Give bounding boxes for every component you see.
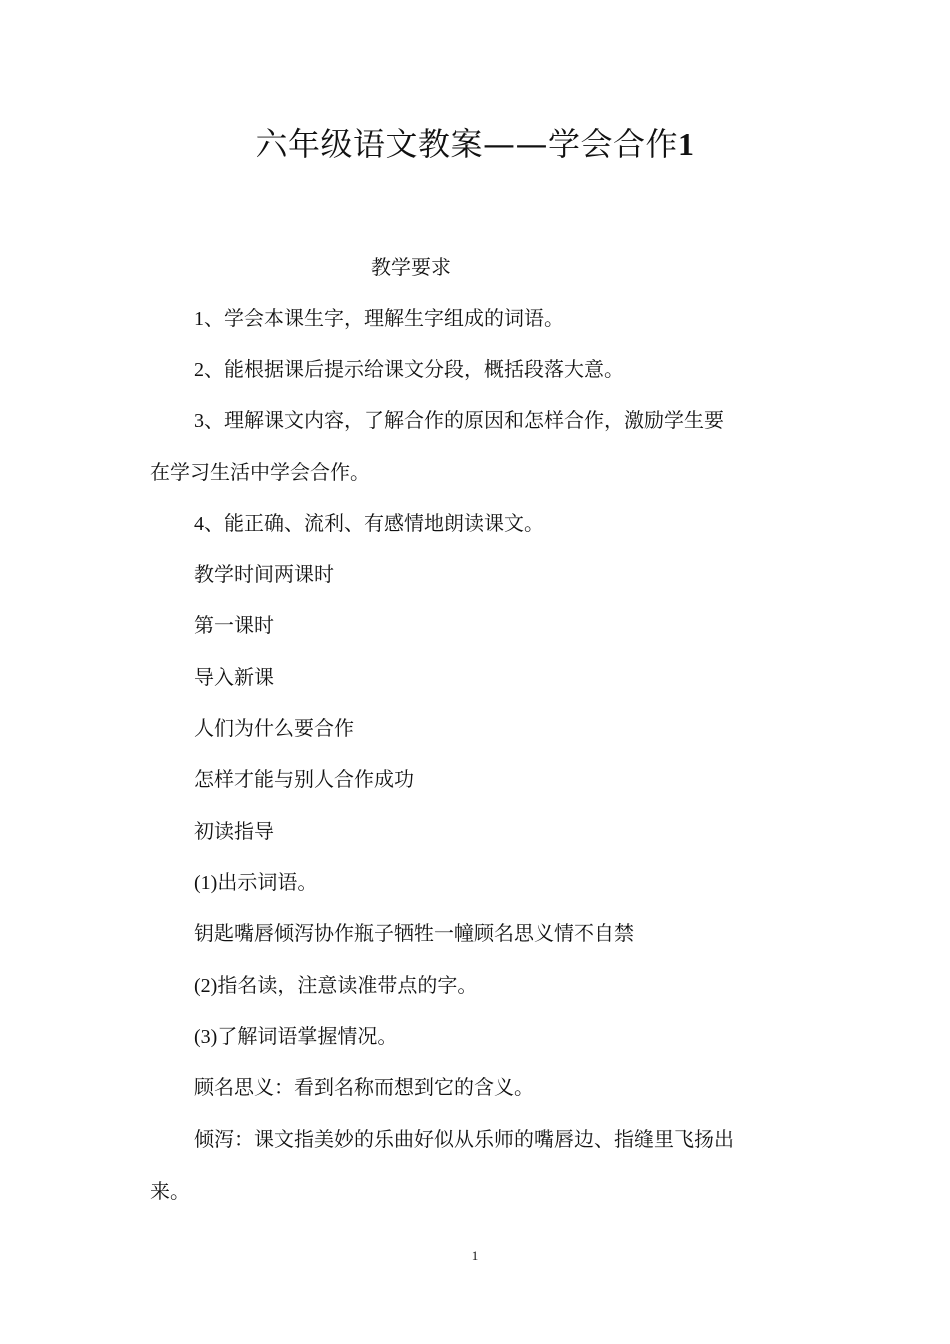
step-number: (1) — [194, 872, 218, 894]
list-text: 、能正确、流利、有感情地朗读课文。 — [204, 511, 544, 535]
question-2: 怎样才能与别人合作成功 — [194, 767, 414, 791]
step-text: 了解词语掌握情况。 — [217, 1024, 398, 1048]
list-text: 、能根据课后提示给课文分段，概括段落大意。 — [204, 357, 624, 381]
question-1: 人们为什么要合作 — [194, 716, 354, 740]
step-text: 出示词语。 — [217, 870, 318, 894]
definition-2-continued: 来。 — [150, 1179, 190, 1203]
list-number: 4 — [194, 513, 204, 535]
vocabulary-list: 钥匙嘴唇倾泻协作瓶子牺牲一幢顾名思义情不自禁 — [194, 921, 634, 945]
lesson-heading: 第一课时 — [194, 613, 274, 637]
definition-1: 顾名思义：看到名称而想到它的含义。 — [194, 1075, 534, 1099]
requirement-1 — [194, 303, 564, 334]
reading-guide-heading: 初读指导 — [194, 819, 274, 843]
step-1 — [194, 867, 317, 898]
intro-heading: 导入新课 — [194, 665, 274, 689]
requirement-3 — [194, 405, 724, 436]
requirement-4 — [194, 508, 544, 539]
step-text: 指名读，注意读准带点的字。 — [217, 973, 478, 997]
list-text: 、理解课文内容，了解合作的原因和怎样合作，激励学生要 — [204, 408, 724, 432]
list-number: 2 — [194, 359, 204, 381]
section-heading: 教学要求 — [371, 255, 451, 279]
list-text: 、学会本课生字，理解生字组成的词语。 — [204, 306, 564, 330]
title-text: 六年级语文教案——学会合作 — [255, 125, 678, 163]
page-number: 1 — [471, 1248, 479, 1263]
teaching-time: 教学时间两课时 — [194, 562, 334, 586]
document-title — [0, 120, 950, 168]
requirement-3-continued: 在学习生活中学会合作。 — [150, 460, 370, 484]
title-number: 1 — [678, 126, 695, 162]
requirement-2 — [194, 354, 624, 385]
list-number: 1 — [194, 308, 204, 330]
step-number: (2) — [194, 975, 218, 997]
step-3 — [194, 1021, 397, 1052]
list-number: 3 — [194, 410, 204, 432]
definition-2: 倾泻：课文指美妙的乐曲好似从乐师的嘴唇边、指缝里飞扬出 — [194, 1127, 734, 1151]
step-2 — [194, 970, 477, 1001]
step-number: (3) — [194, 1026, 218, 1048]
